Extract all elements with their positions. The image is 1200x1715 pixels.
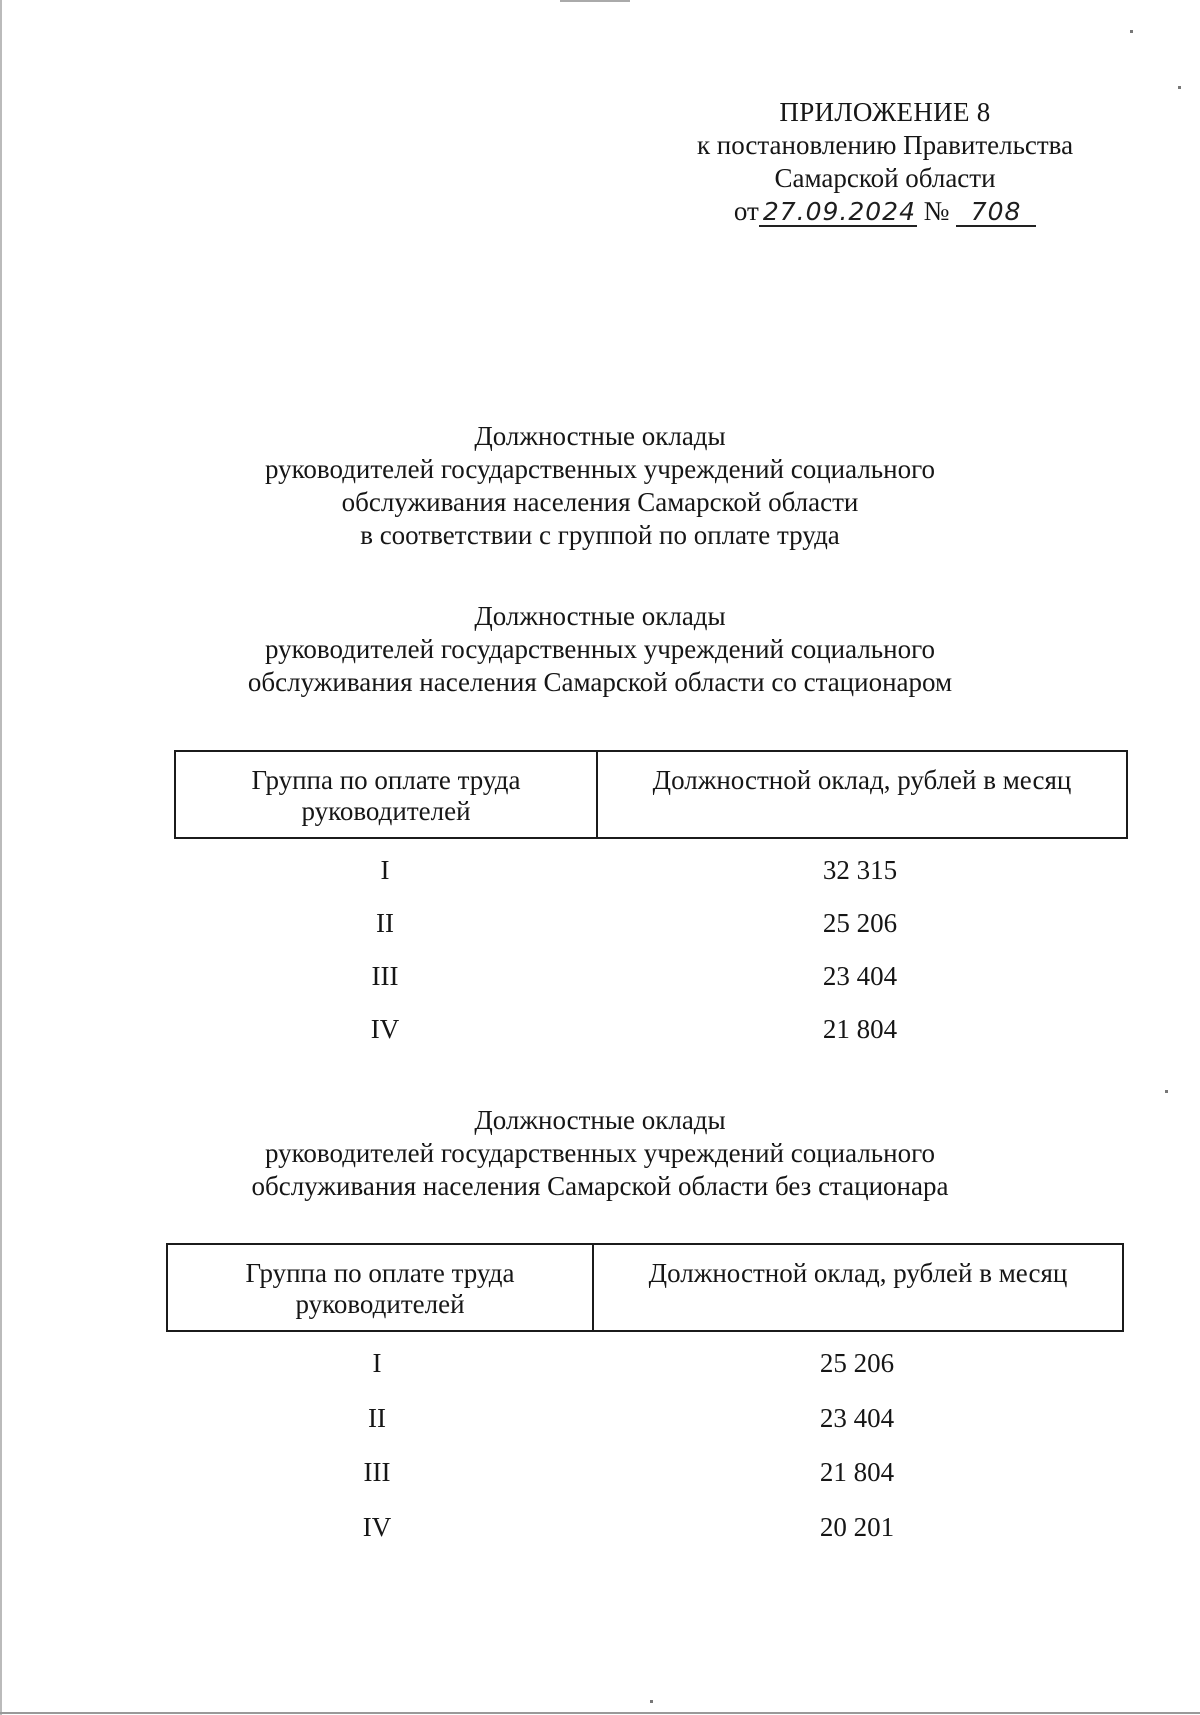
scan-top-mark <box>560 0 630 2</box>
main-heading-line-1: Должностные оклады <box>474 421 726 451</box>
column-header-group: Группа по оплате труда руководителей <box>167 1244 593 1331</box>
handwritten-number: 708 <box>970 197 1022 226</box>
scan-dot <box>1178 86 1181 89</box>
group-cell: IV <box>370 1014 400 1044</box>
column-header-salary: Должностной оклад, рублей в месяц <box>593 1244 1123 1331</box>
group-cell: III <box>371 961 399 991</box>
group-cell: II <box>376 908 394 938</box>
scan-dot <box>1165 1090 1168 1093</box>
group-cell: II <box>368 1403 386 1433</box>
group-cell: IV <box>362 1512 392 1542</box>
no-stationary-table-header <box>166 1243 1124 1332</box>
main-heading <box>150 420 1050 552</box>
section-heading-line-2: руководителей государственных учреждений социального <box>265 1138 935 1168</box>
section-heading-line-1: Должностные оклады <box>474 601 726 631</box>
appendix-line-1: к постановлению Правительства <box>696 130 1074 160</box>
date-blank <box>759 198 917 227</box>
date-prefix: от <box>733 196 759 226</box>
main-heading-line-4: в соответствии с группой по оплате труда <box>360 520 840 550</box>
salary-cell: 21 804 <box>822 1014 898 1044</box>
salary-cell: 25 206 <box>822 908 898 938</box>
salary-cell: 32 315 <box>822 855 898 885</box>
stationary-table-header <box>174 750 1128 839</box>
scan-edge-line <box>0 0 2 1715</box>
column-header-salary: Должностной оклад, рублей в месяц <box>597 751 1127 838</box>
appendix-line-2: Самарской области <box>774 163 996 193</box>
group-cell: I <box>372 1348 382 1378</box>
salary-cell: 25 206 <box>819 1348 895 1378</box>
appendix-title: ПРИЛОЖЕНИЕ 8 <box>779 97 991 127</box>
salary-cell: 23 404 <box>822 961 898 991</box>
date-number-line <box>734 195 1036 228</box>
handwritten-date: 27.09.2024 <box>762 197 916 226</box>
salary-cell: 20 201 <box>819 1512 895 1542</box>
section-heading-line-2: руководителей государственных учреждений социального <box>265 634 935 664</box>
salary-cell: 21 804 <box>819 1457 895 1487</box>
scan-dot <box>1130 30 1133 33</box>
section-stationary-heading <box>150 600 1050 699</box>
group-cell: I <box>380 855 390 885</box>
number-blank <box>956 198 1036 227</box>
group-cell: III <box>363 1457 391 1487</box>
section-heading-line-1: Должностные оклады <box>474 1105 726 1135</box>
section-heading-line-3: обслуживания населения Самарской области со стационаром <box>247 667 953 697</box>
scan-bottom-line <box>0 1712 1200 1714</box>
number-prefix: № <box>923 196 950 226</box>
column-header-group: Группа по оплате труда руководителей <box>175 751 597 838</box>
salary-cell: 23 404 <box>819 1403 895 1433</box>
main-heading-line-2: руководителей государственных учреждений социального <box>265 454 935 484</box>
section-no-stationary-heading <box>150 1104 1050 1203</box>
appendix-header <box>650 96 1120 228</box>
section-heading-line-3: обслуживания населения Самарской области без стационара <box>251 1171 949 1201</box>
main-heading-line-3: обслуживания населения Самарской области <box>341 487 859 517</box>
scan-dot <box>650 1700 653 1703</box>
